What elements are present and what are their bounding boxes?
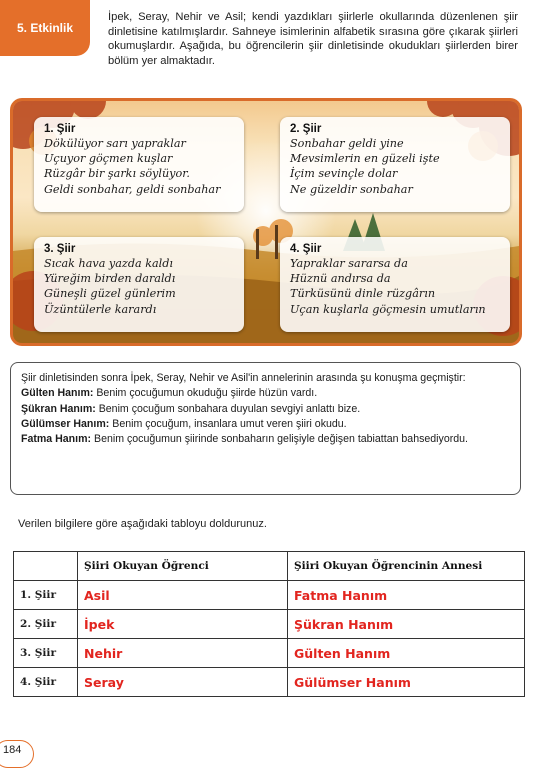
poem-line: Geldi sonbahar, geldi sonbahar [44, 182, 221, 196]
poem-card-2 [280, 117, 510, 212]
table-header [14, 552, 78, 581]
poem-title: 3. Şiir [44, 243, 76, 255]
poem-line: Yüreğim birden daraldı [44, 272, 176, 286]
answer-table [13, 551, 525, 697]
table-row [14, 610, 525, 639]
poem-line: Uçuyor göçmen kuşlar [44, 152, 173, 166]
poem-line: Türküsünü dinle rüzgârın [290, 287, 436, 301]
poem-title: 1. Şiir [44, 123, 76, 135]
mother-answer[interactable]: Şükran Hanım [288, 610, 525, 639]
poem-line: Güneşli güzel günlerim [44, 287, 176, 301]
mother-answer[interactable]: Fatma Hanım [288, 581, 525, 610]
poem-line: Uçan kuşlarla göçmesin umutların [290, 302, 486, 316]
dialog-line [21, 417, 512, 432]
table-row [14, 668, 525, 697]
student-answer[interactable]: Nehir [78, 639, 288, 668]
poem-line: Rüzgâr bir şarkı söylüyor. [44, 167, 190, 181]
table-header: Şiiri Okuyan Öğrenci [78, 552, 288, 581]
table-instruction: Verilen bilgilere göre aşağıdaki tabloyu doldurunuz. [18, 518, 267, 530]
poem-title: 2. Şiir [290, 123, 322, 135]
student-answer[interactable]: Asil [78, 581, 288, 610]
row-label: 2. Şiir [14, 610, 78, 639]
mother-answer[interactable]: Gülten Hanım [288, 639, 525, 668]
dialog-intro: Şiir dinletisinden sonra İpek, Seray, Nehir ve Asil'in annelerinin arasında şu konuşma geçmiştir: [21, 372, 466, 384]
poem-title: 4. Şiir [290, 243, 322, 255]
student-answer[interactable]: Seray [78, 668, 288, 697]
poem-line: Ne güzeldir sonbahar [290, 182, 413, 196]
speaker-text: Benim çocuğumun şiirinde sonbaharın gelişiyle değişen tabiattan bahsediyordu. [94, 433, 468, 446]
dialog-line [21, 386, 512, 401]
poem-line: Sonbahar geldi yine [290, 137, 404, 150]
speaker-name: Şükran Hanım: [21, 402, 96, 415]
row-label: 4. Şiir [14, 668, 78, 697]
table-header-row [14, 552, 525, 581]
poem-line: Sıcak hava yazda kaldı [44, 257, 173, 270]
intro-paragraph: İpek, Seray, Nehir ve Asil; kendi yazdıkları şiirlerle okullarında düzenlenen şiir dinletisine katılmışlardır. Sahneye isimlerinin alfabetik sırasına göre çıkarak şiirleri okumuşlardır. Aşağıda, bu öğrencilerin şiir dinletisinde okudukları şiirlerden birer bölüm yer almaktadır. [108, 11, 518, 67]
row-label: 1. Şiir [14, 581, 78, 610]
mother-answer[interactable]: Gülümser Hanım [288, 668, 525, 697]
speaker-text: Benim çocuğum sonbahara duyulan sevgiyi anlattı bize. [98, 402, 361, 415]
poem-line: Dökülüyor sarı yapraklar [44, 137, 186, 150]
speaker-name: Fatma Hanım: [21, 433, 92, 446]
dialog-line [21, 402, 512, 417]
speaker-text: Benim çocuğumun okuduğu şiirde hüzün vardı. [96, 387, 318, 400]
poem-line: İçim sevinçle dolar [290, 167, 398, 181]
poem-line: Yapraklar sararsa da [290, 257, 408, 270]
speaker-text: Benim çocuğum, insanlara umut veren şiiri okudu. [112, 417, 347, 430]
poem-card-3 [34, 237, 244, 332]
speaker-name: Gülten Hanım: [21, 387, 94, 400]
row-label: 3. Şiir [14, 639, 78, 668]
activity-badge: 5. Etkinlik [0, 0, 90, 56]
dialog-box [10, 362, 521, 495]
poem-line: Üzüntülerle karardı [44, 302, 157, 316]
table-row [14, 639, 525, 668]
poem-line: Mevsimlerin en güzeli işte [290, 152, 440, 166]
student-answer[interactable]: İpek [78, 610, 288, 639]
table-header: Şiiri Okuyan Öğrencinin Annesi [288, 552, 525, 581]
table-row [14, 581, 525, 610]
poem-line: Hüznü andırsa da [290, 272, 391, 286]
poem-card-1 [34, 117, 244, 212]
dialog-line [21, 432, 512, 447]
page-number: 184 [0, 740, 34, 768]
poem-card-4 [280, 237, 510, 332]
speaker-name: Gülümser Hanım: [21, 417, 110, 430]
